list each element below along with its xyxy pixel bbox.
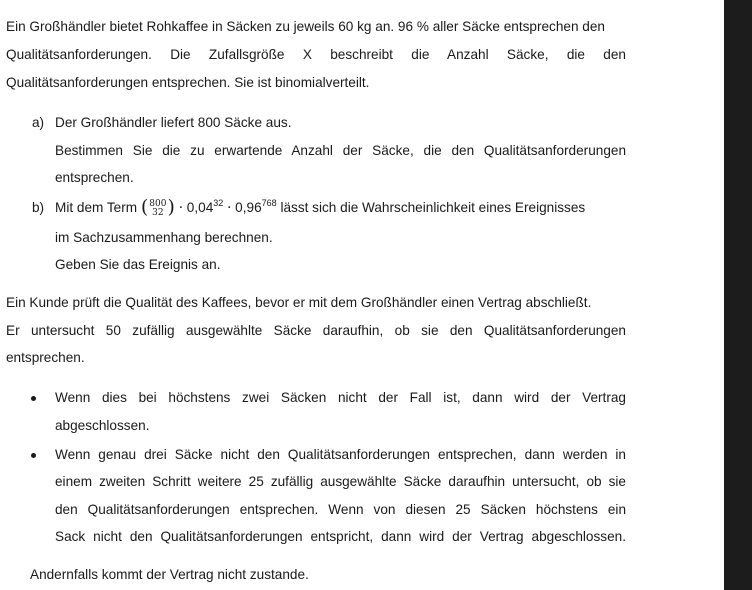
task-b-label: b) xyxy=(32,200,45,215)
bullet-2-line-1: Wenn genau drei Säcke nicht den Qualitätsanforderungen entsprechen, dann werden in xyxy=(55,447,626,462)
customer-line-2: Er untersucht 50 zufällig ausgewählte Säcke daraufhin, ob sie den Qualitätsanforderungen xyxy=(6,323,626,338)
multiply-dot-2: · xyxy=(227,200,232,217)
bullet-2-line-2: einem zweiten Schritt weitere 25 zufällig ausgewählte Säcke daraufhin untersucht, ob sie xyxy=(55,474,626,489)
task-b-line-2: im Sachzusammenhang berechnen. xyxy=(55,230,273,245)
bullet-1-line-2: abgeschlossen. xyxy=(55,418,150,433)
task-a-line-3: entsprechen. xyxy=(55,170,134,185)
task-a-line-2: Bestimmen Sie die zu erwartende Anzahl der Säcke, die den Qualitätsanforderungen xyxy=(55,143,626,158)
exponent-2: 768 xyxy=(261,198,277,209)
intro-line-1: Ein Großhändler bietet Rohkaffee in Säcken zu jeweils 60 kg an. 96 % aller Säcke entsprechen den xyxy=(6,19,605,34)
task-b-text-after: lässt sich die Wahrscheinlichkeit eines Ereignisses xyxy=(280,200,586,216)
intro-line-3: Qualitätsanforderungen entsprechen. Sie ist binomialverteilt. xyxy=(6,75,370,90)
multiply-dot-1: · xyxy=(178,200,184,217)
base-1: 0,04 xyxy=(186,200,214,216)
customer-line-3: entsprechen. xyxy=(6,350,85,365)
bullet-2-line-4: Sack nicht den Qualitätsanforderungen entspricht, dann wird der Vertrag abgeschlossen. xyxy=(55,529,626,544)
task-b-line-3: Geben Sie das Ereignis an. xyxy=(55,257,221,272)
task-b-text-before: Mit dem Term xyxy=(55,200,138,216)
bullet-2-line-3: den Qualitätsanforderungen entsprechen. Wenn von diesen 25 Säcken höchstens ein xyxy=(55,502,626,517)
task-a-line-1: Der Großhändler liefert 800 Säcke aus. xyxy=(55,115,292,130)
task-b-line-1 xyxy=(55,196,586,218)
exponent-1: 32 xyxy=(213,198,224,209)
right-edge-bar xyxy=(724,0,752,590)
binom-bottom: 32 xyxy=(152,207,164,218)
bullet-marker xyxy=(31,453,36,458)
task-a-label: a) xyxy=(32,115,45,130)
customer-line-1: Ein Kunde prüft die Qualität des Kaffees, bevor er mit dem Großhändler einen Vertrag abschließt. xyxy=(6,295,592,310)
closing-line: Andernfalls kommt der Vertrag nicht zustande. xyxy=(30,567,309,582)
bullet-1-line-1: Wenn dies bei höchstens zwei Säcken nicht der Fall ist, dann wird der Vertrag xyxy=(55,390,626,405)
binom-top: 800 xyxy=(149,198,167,209)
bullet-marker xyxy=(31,396,36,401)
base-2: 0,96 xyxy=(235,200,262,216)
intro-line-2: Qualitätsanforderungen. Die Zufallsgröße X beschreibt die Anzahl Säcke, die den xyxy=(6,47,626,62)
binomial-coefficient: ( 800 32 ) xyxy=(140,196,175,218)
